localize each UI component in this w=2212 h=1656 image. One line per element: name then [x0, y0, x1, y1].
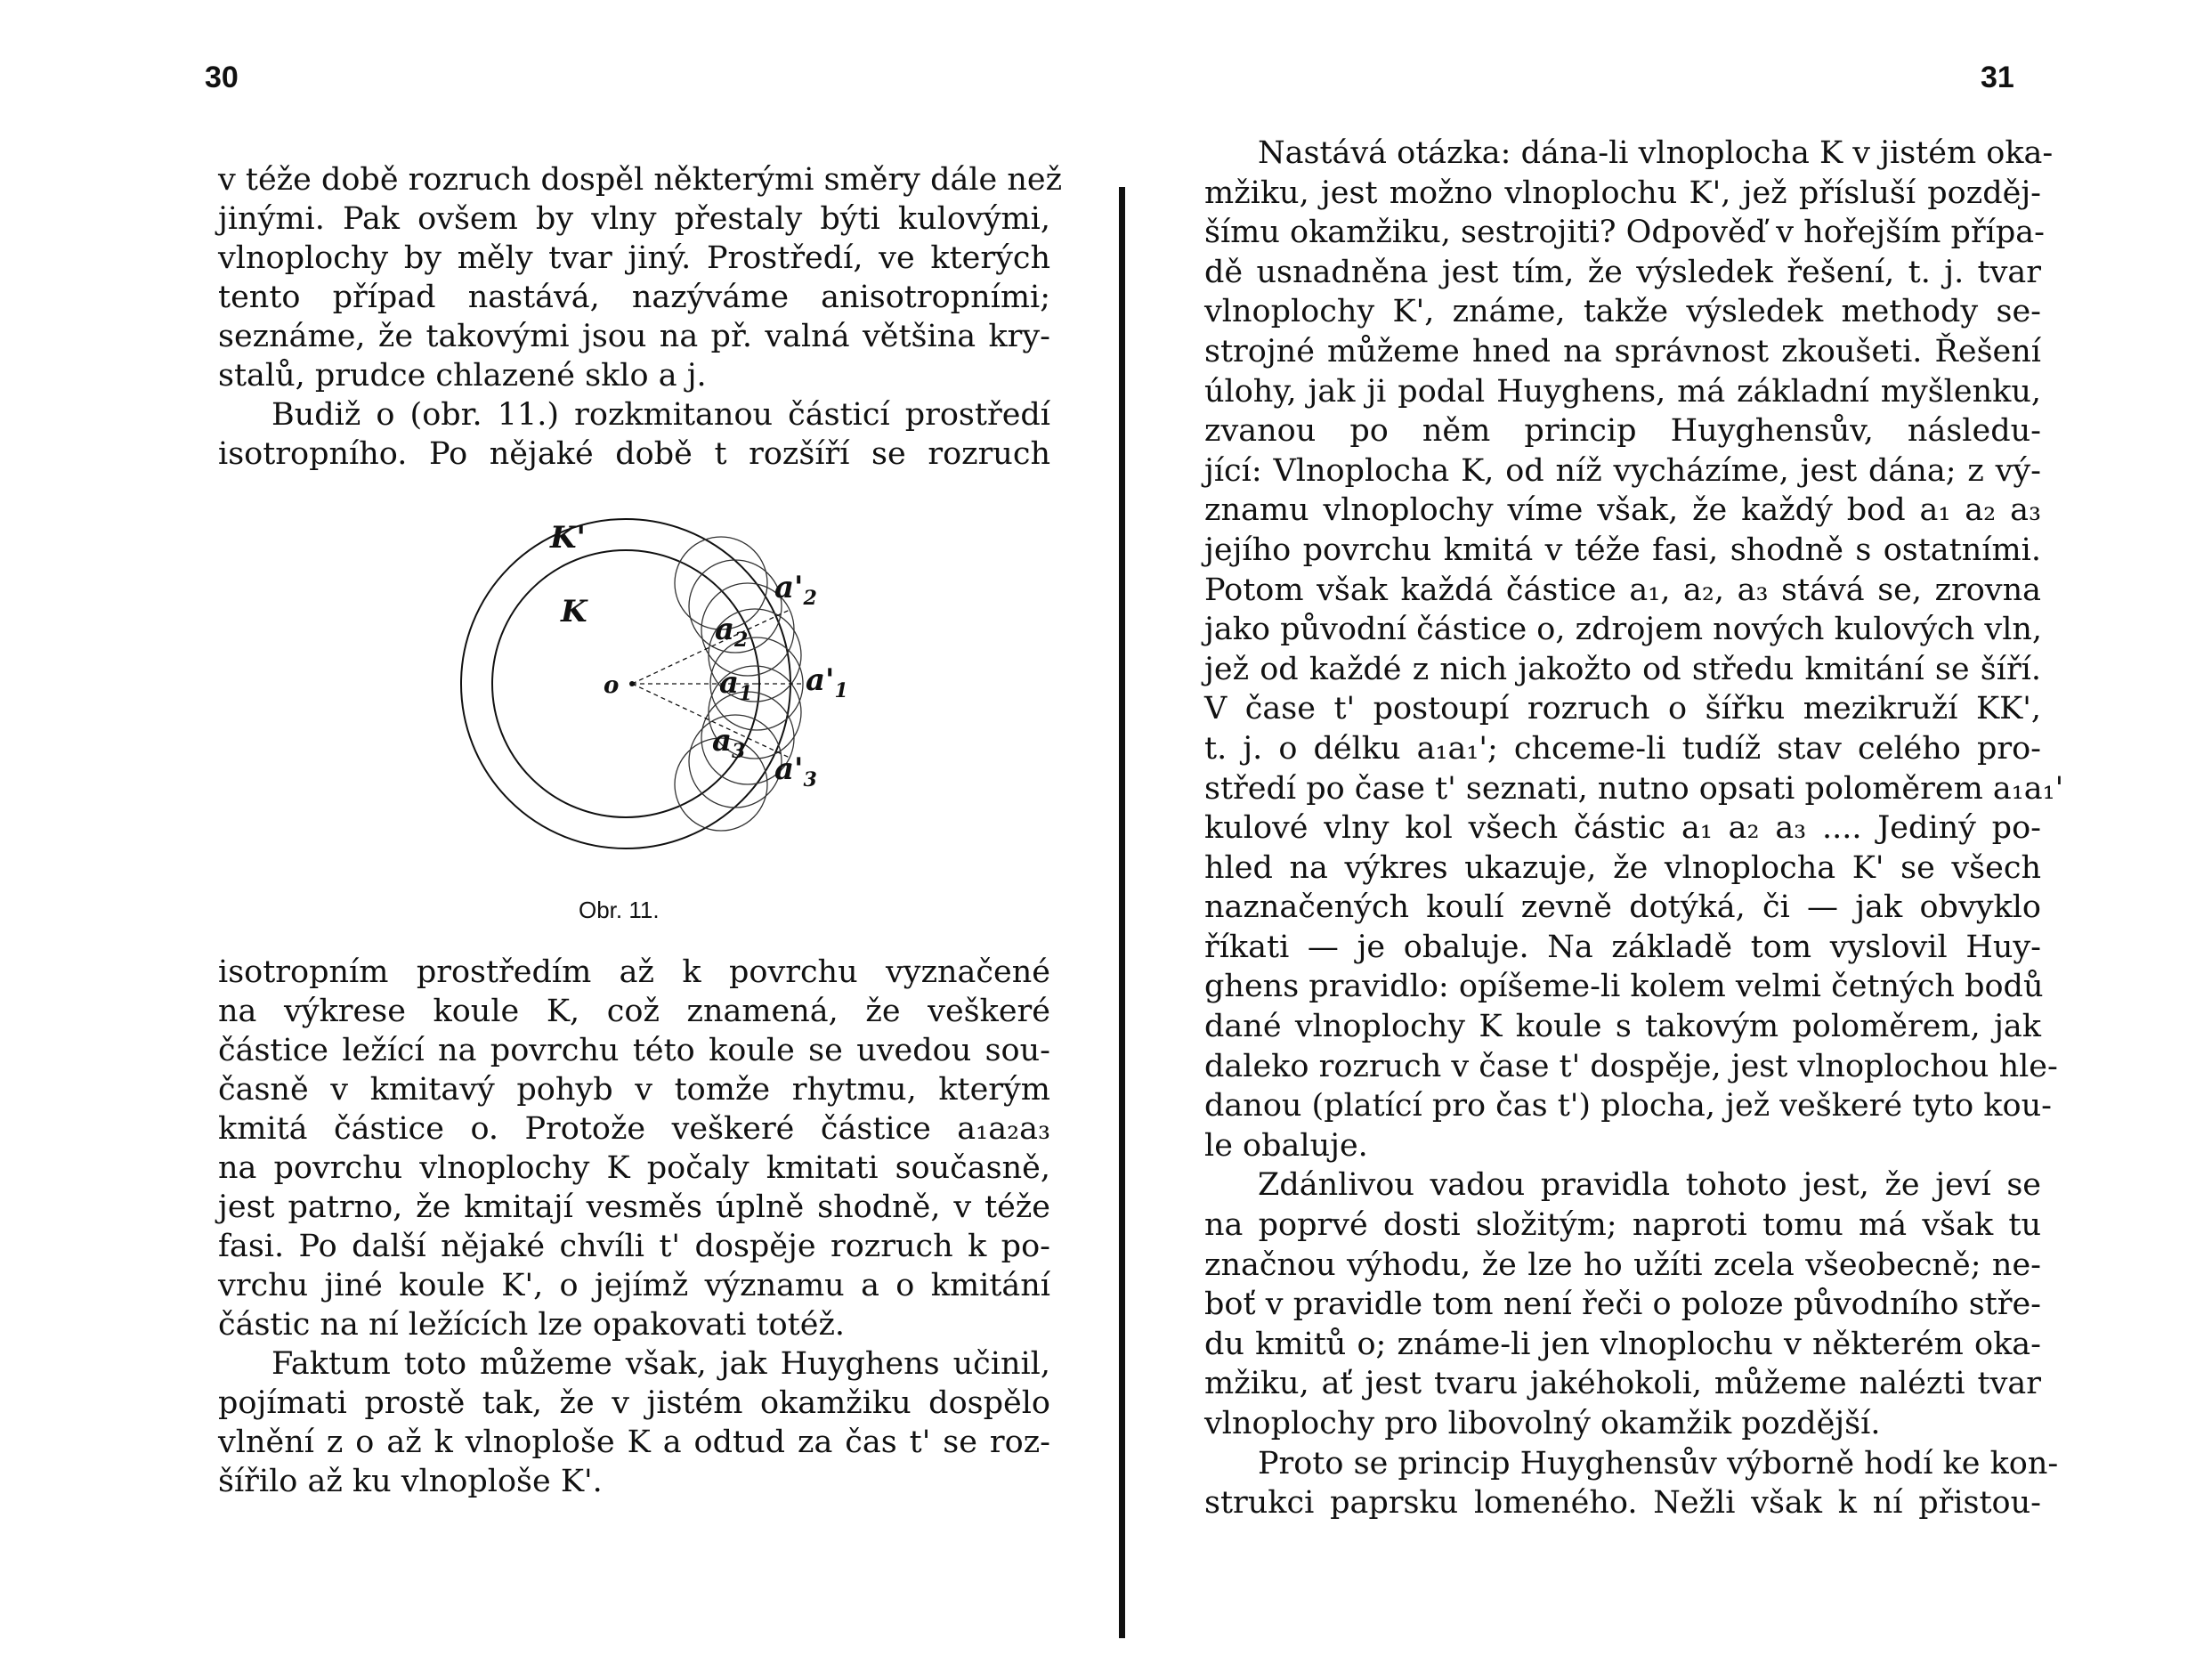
text-line: šímu okamžiku, sestrojiti? Odpověď v hořejším přípa- [1204, 215, 2045, 251]
text-line: časně v kmitavý pohyb v tomže rhytmu, kterým [218, 1072, 1050, 1108]
text-line: vlnoplochy pro libovolný okamžik pozdější. [1204, 1406, 1881, 1441]
figure-huygens-wavefronts [454, 512, 863, 939]
figure-label: K [561, 594, 587, 629]
paragraph-block-right [1204, 134, 2064, 1523]
text-line: t. j. o délku a₁a₁'; chceme-li tudíž stav celého pro- [1204, 730, 2041, 767]
text-line: říkati — je obaluje. Na základě tom vyslovil Huy- [1204, 929, 2041, 965]
text-line: kmitá částice o. Protože veškeré částice a₁a₂a₃ [218, 1111, 1050, 1147]
text-line: V čase t' postoupí rozruch o šířku mezikruží KK', [1204, 691, 2041, 727]
text-line: du kmitů o; známe-li jen vlnoplochu v některém oka- [1204, 1326, 2041, 1362]
text-line: Nastává otázka: dána-li vlnoplocha K v jistém oka- [1258, 135, 2054, 171]
text-line: na povrchu vlnoplochy K počaly kmitati současně, [218, 1150, 1050, 1186]
text-line: značnou výhodu, že lze ho užíti zcela všeobecně; ne- [1204, 1246, 2041, 1283]
text-line: mžiku, jest možno vlnoplochu K', jež přísluší pozděj- [1204, 175, 2041, 211]
text-line: seznáme, že takovými jsou na př. valná většina kry- [218, 319, 1050, 354]
text-line: naznačených koulí zevně dotýká, či — jak obvyklo [1204, 889, 2041, 926]
text-line: Potom však každá částice a₁, a₂, a₃ stává se, zrovna [1204, 572, 2041, 608]
figure-label: o [604, 672, 620, 699]
text-line: isotropním prostředím až k povrchu vyznačené [218, 954, 1050, 990]
text-line: částice ležící na povrchu této koule se uvedou sou- [218, 1033, 1050, 1068]
text-line: Zdánlivou vadou pravidla tohoto jest, že jeví se [1258, 1167, 2041, 1204]
text-line: vlnoplochy by měly tvar jiný. Prostředí, ve kterých [218, 240, 1050, 276]
text-line: středí po čase t' seznati, nutno opsati poloměrem a₁a₁' [1204, 770, 2064, 807]
text-line: vlnění z o až k vlnoploše K a odtud za čas t' se roz- [218, 1425, 1050, 1460]
page-number: 30 [205, 61, 239, 94]
figure-label: $a_3$ [712, 723, 746, 763]
text-line: šířilo až ku vlnoploše K'. [218, 1464, 603, 1499]
text-line: Proto se princip Huyghensův výborně hodí ke kon- [1258, 1445, 2059, 1481]
figure-label: $a'_1$ [806, 662, 848, 702]
text-line: částic na ní ležících lze opakovati totéž. [218, 1307, 846, 1343]
text-line: tento případ nastává, nazýváme anisotropními; [218, 280, 1050, 315]
text-line: hled na výkres ukazuje, že vlnoplocha K' se všech [1204, 849, 2041, 886]
text-line: fasi. Po další nějaké chvíli t' dospěje rozruch k po- [218, 1229, 1050, 1264]
text-line: stalů, prudce chlazené sklo a j. [218, 358, 707, 394]
text-line: v téže době rozruch dospěl některými směry dále než [218, 162, 1063, 198]
text-line: isotropního. Po nějaké době t rozšíří se rozruch [218, 436, 1050, 472]
text-line: strojné můžeme hned na správnost zkoušeti. Řešení [1204, 333, 2041, 369]
text-line: zvanou po něm princip Huyghensův, následu- [1204, 413, 2041, 450]
figure-caption: Obr. 11. [579, 897, 660, 923]
figure-label: $a_1$ [719, 665, 753, 705]
text-line: daleko rozruch v čase t' dospěje, jest vlnoplochou hle- [1204, 1048, 2058, 1084]
text-line: mžiku, ať jest tvaru jakéhokoli, můžeme nalézti tvar [1204, 1366, 2041, 1402]
figure-label: $a_2$ [715, 612, 749, 652]
text-line: jejího povrchu kmitá v téže fasi, shodně s ostatními. [1204, 532, 2041, 568]
text-line: znamu vlnoplochy víme však, že každý bod a₁ a₂ a₃ [1204, 492, 2041, 529]
text-line: jako původní částice o, zdrojem nových kulových vln, [1204, 612, 2043, 648]
paragraph-block-top [218, 160, 1063, 474]
text-line: Budiž o (obr. 11.) rozkmitanou částicí prostředí [271, 397, 1050, 433]
paragraph-block-bottom [218, 953, 1050, 1501]
text-line: boť v pravidle tom není řeči o poloze původního stře- [1204, 1287, 2041, 1323]
source-point [629, 681, 635, 686]
text-line: dané vlnoplochy K koule s takovým poloměrem, jak [1204, 1009, 2041, 1045]
figure-label: $a'_2$ [774, 570, 817, 610]
page-number: 31 [1981, 61, 2014, 94]
text-line: le obaluje. [1204, 1127, 1368, 1164]
text-line: jící: Vlnoplocha K, od níž vycházíme, jest dána; z vý- [1204, 452, 2041, 489]
text-line: danou (platící pro čas t') plocha, jež veškeré tyto kou- [1204, 1088, 2052, 1124]
figure-label: K' [550, 520, 586, 556]
text-line: vlnoplochy K', známe, takže výsledek methody se- [1204, 294, 2041, 330]
text-line: pojímati prostě tak, že v jistém okamžiku dospělo [218, 1385, 1050, 1421]
text-line: vrchu jiné koule K', o jejímž významu a o kmitání [218, 1268, 1050, 1303]
text-line: na poprvé dosti složitým; naproti tomu má však tu [1204, 1207, 2041, 1244]
text-line: na výkrese koule K, což znamená, že veškeré [218, 994, 1050, 1029]
text-line: jež od každé z nich jakožto od středu kmitání se šíří. [1204, 651, 2041, 687]
text-line: dě usnadněna jest tím, že výsledek řešení, t. j. tvar [1204, 254, 2041, 290]
book-spine-divider [1119, 187, 1125, 1638]
text-line: kulové vlny kol všech částic a₁ a₂ a₃ .... Jediný po- [1204, 810, 2041, 847]
text-line: jinými. Pak ovšem by vlny přestaly býti kulovými, [218, 201, 1050, 237]
text-line: jest patrno, že kmitají vesměs úplně shodně, v téže [218, 1189, 1050, 1225]
text-line: úlohy, jak ji podal Huyghens, má základní myšlenku, [1204, 373, 2041, 410]
text-line: strukci paprsku lomeného. Nežli však k ní přistou- [1204, 1485, 2041, 1522]
text-line: ghens pravidlo: opíšeme-li kolem velmi četných bodů [1204, 969, 2044, 1005]
text-line: Faktum toto můžeme však, jak Huyghens učinil, [271, 1346, 1050, 1382]
figure-label: $a'_3$ [774, 751, 817, 791]
